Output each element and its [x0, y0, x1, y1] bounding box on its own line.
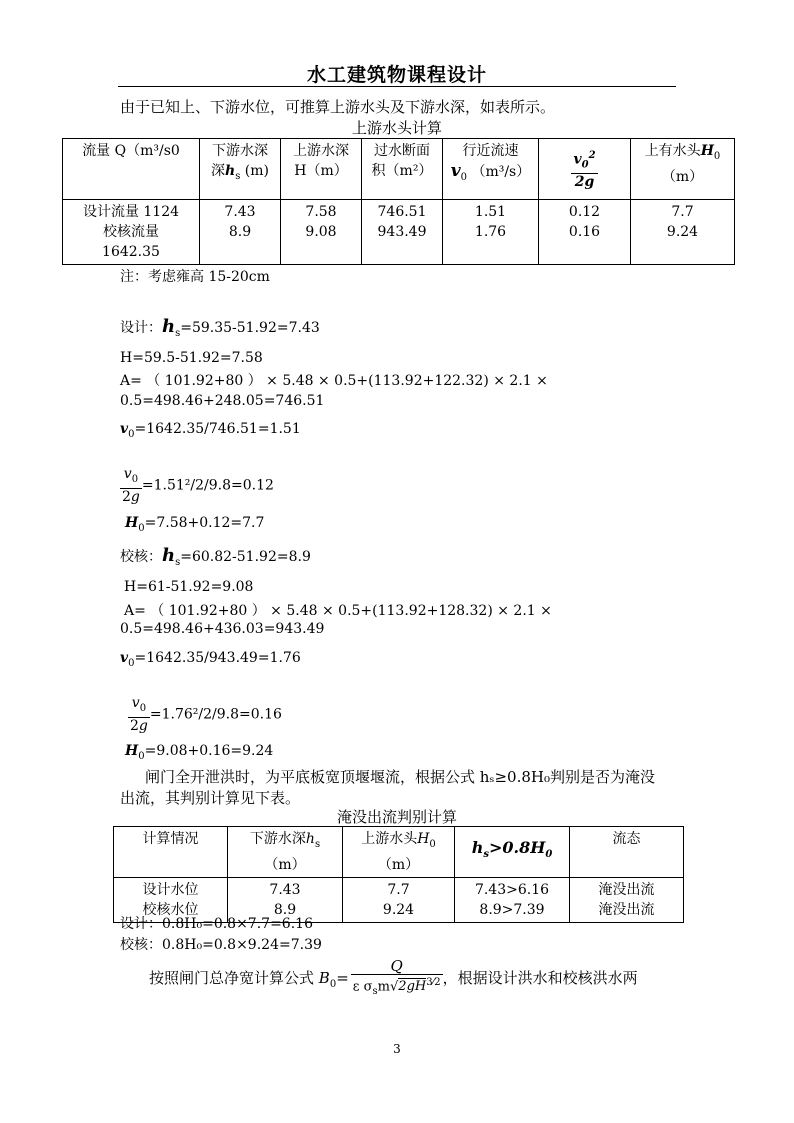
col-up-depth: 上游水深 H（m） [281, 139, 362, 200]
table-row [63, 200, 735, 265]
cell-up-head: 7.7 9.24 [343, 877, 455, 922]
col-flow-state: 流态 [570, 827, 684, 878]
col-area: 过水断面 积（m²） [362, 139, 443, 200]
col-velocity: 行近流速 $v_0$ （m³/s） [443, 139, 539, 200]
design-v0-line: $v_0=1642.35/746.51=1.51$ [120, 421, 301, 440]
design-A-line1: A= （ 101.92+80 ） × 5.48 × 0.5+(113.92+122.32) × 2.1 × [120, 373, 548, 389]
cell-velocity: 1.51 1.76 [443, 200, 539, 265]
cell-area: 746.51 943.49 [362, 200, 443, 265]
cell-velocity-head: 0.12 0.16 [539, 200, 631, 265]
col-down-depth: 下游水深$h_s$ （m） [228, 827, 343, 878]
col-criterion: $h_s>0.8H_0$ [455, 827, 570, 878]
table2-caption: 淹没出流判别计算 [336, 808, 457, 826]
table-header-row [63, 139, 735, 200]
check-A-line2: 0.5=498.46+436.03=943.49 [120, 621, 325, 637]
col-up-head: 上游水头$H_0$ （m） [343, 827, 455, 878]
after-design-line: 设计：0.8H₀=0.8×7.7=6.16 [120, 916, 313, 932]
design-hs-line: 设计：$h_s=59.35-51.92=7.43$ [120, 316, 320, 339]
submerged-flow-table [113, 826, 684, 923]
design-A-line2: 0.5=498.46+248.05=746.51 [120, 393, 325, 409]
col-case: 计算情况 [114, 827, 228, 878]
cell-down-depth: 7.43 8.9 [200, 200, 281, 265]
paragraph-line2: 出流，其判别计算见下表。 [120, 789, 301, 807]
cell-up-depth: 7.58 9.08 [281, 200, 362, 265]
design-velocity-head-line: $\frac{v_0}{2g}$ =1.51²/2/9.8=0.12 [122, 466, 274, 505]
after-check-line: 校核：0.8H₀=0.8×9.24=7.39 [120, 937, 322, 953]
table1-caption: 上游水头计算 [351, 119, 442, 137]
cell-flow: 设计流量 1124 校核流量 1642.35 [63, 200, 200, 265]
col-flow: 流量 Q（m³/s0 [63, 139, 200, 200]
design-H0-line: $H_0=7.58+0.12=7.7$ [125, 515, 265, 534]
check-H0-line: $H_0=9.08+0.16=9.24$ [125, 743, 274, 762]
check-A-line1: A= （ 101.92+80 ） × 5.48 × 0.5+(113.92+128.32) × 2.1 × [124, 603, 552, 619]
header-rule [118, 86, 676, 87]
cell-flow-state: 淹没出流 淹没出流 [570, 877, 684, 922]
formula-line: 按照闸门总净宽计算公式 $B_0=$ $\frac{Q}{\varepsilon \sigma_sm√2gH^{3⁄2}}$ ，根据设计洪水和校核洪水两 [149, 957, 638, 997]
cell-criterion: 7.43>6.16 8.9>7.39 [455, 877, 570, 922]
check-H-line: H=61-51.92=9.08 [124, 579, 254, 595]
check-velocity-head-line: $\frac{v_0}{2g}$ =1.76²/2/9.8=0.16 [130, 695, 282, 734]
col-up-head: 上有水头$H_0$ （m） [631, 139, 735, 200]
check-hs-line: 校核：$h_s=60.82-51.92=8.9$ [120, 545, 311, 568]
table1-note: 注：考虑雍高 15-20cm [120, 269, 270, 285]
cell-case: 设计水位 校核水位 [114, 877, 228, 922]
col-down-depth: 下游水深 深$h_s$ (m) [200, 139, 281, 200]
intro-text: 由于已知上、下游水位，可推算上游水头及下游水深，如表所示。 [120, 98, 556, 116]
check-v0-line: $v_0=1642.35/943.49=1.76$ [120, 650, 301, 669]
table-header-row [114, 827, 684, 878]
page-number: 3 [393, 1042, 401, 1056]
col-velocity-head: $\frac{v_0^2}{2g}$ [539, 139, 631, 200]
cell-up-head: 7.7 9.24 [631, 200, 735, 265]
page-title: 水工建筑物课程设计 [306, 64, 487, 86]
cell-down-depth: 7.43 8.9 [228, 877, 343, 922]
design-H-line: H=59.5-51.92=7.58 [120, 350, 263, 366]
paragraph-line1: 闸门全开泄洪时，为平底板宽顶堰堰流，根据公式 hₛ≥0.8H₀判别是否为淹没 [145, 768, 656, 786]
upstream-head-table [62, 138, 735, 265]
